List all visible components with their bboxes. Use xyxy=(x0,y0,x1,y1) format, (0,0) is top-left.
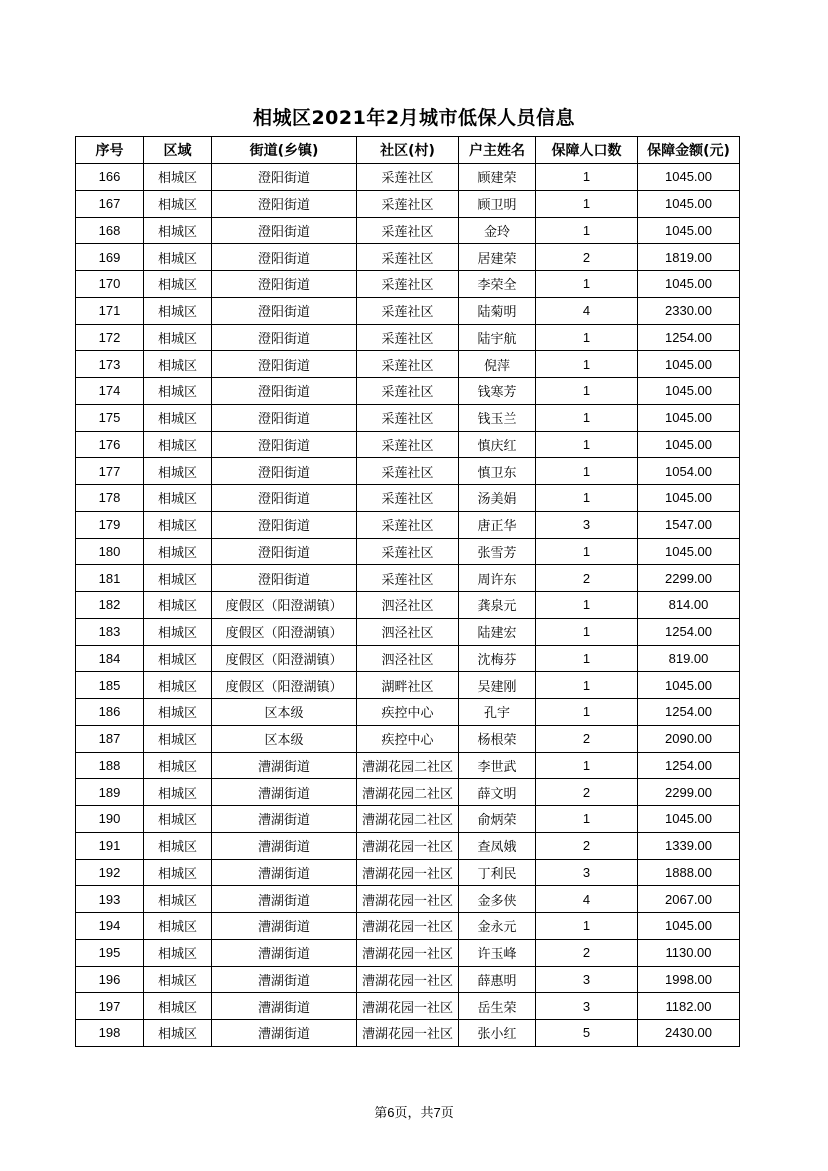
cell-amount: 2299.00 xyxy=(638,779,740,806)
table-row xyxy=(76,431,740,458)
table-row xyxy=(76,458,740,485)
cell-index: 196 xyxy=(76,966,144,993)
cell-index: 191 xyxy=(76,832,144,859)
cell-amount: 814.00 xyxy=(638,592,740,619)
cell-amount: 1254.00 xyxy=(638,699,740,726)
cell-householder: 顾卫明 xyxy=(459,190,536,217)
cell-district: 相城区 xyxy=(144,404,212,431)
cell-householder: 查凤娥 xyxy=(459,832,536,859)
page-title: 相城区2021年2月城市低保人员信息 xyxy=(252,107,576,129)
table-row xyxy=(76,271,740,298)
header-street: 街道(乡镇) xyxy=(212,137,357,164)
cell-street: 澄阳街道 xyxy=(212,271,357,298)
cell-amount: 1054.00 xyxy=(638,458,740,485)
cell-index: 198 xyxy=(76,1020,144,1047)
cell-street: 澄阳街道 xyxy=(212,511,357,538)
cell-population: 1 xyxy=(536,806,638,833)
cell-index: 181 xyxy=(76,565,144,592)
cell-district: 相城区 xyxy=(144,939,212,966)
cell-householder: 岳生荣 xyxy=(459,993,536,1020)
cell-householder: 陆宇航 xyxy=(459,324,536,351)
cell-amount: 2430.00 xyxy=(638,1020,740,1047)
table-row xyxy=(76,886,740,913)
table-row xyxy=(76,913,740,940)
cell-amount: 1339.00 xyxy=(638,832,740,859)
cell-amount: 1045.00 xyxy=(638,806,740,833)
cell-householder: 薛惠明 xyxy=(459,966,536,993)
cell-district: 相城区 xyxy=(144,699,212,726)
cell-district: 相城区 xyxy=(144,993,212,1020)
cell-street: 漕湖街道 xyxy=(212,993,357,1020)
table-header-row xyxy=(76,137,740,164)
cell-amount: 1045.00 xyxy=(638,378,740,405)
table-row xyxy=(76,217,740,244)
cell-amount: 1045.00 xyxy=(638,672,740,699)
cell-community: 漕湖花园二社区 xyxy=(357,752,459,779)
cell-index: 173 xyxy=(76,351,144,378)
cell-population: 1 xyxy=(536,164,638,191)
cell-index: 177 xyxy=(76,458,144,485)
cell-population: 1 xyxy=(536,190,638,217)
table-row xyxy=(76,164,740,191)
cell-population: 2 xyxy=(536,725,638,752)
cell-index: 179 xyxy=(76,511,144,538)
cell-population: 1 xyxy=(536,592,638,619)
cell-community: 漕湖花园一社区 xyxy=(357,886,459,913)
cell-street: 澄阳街道 xyxy=(212,458,357,485)
cell-index: 188 xyxy=(76,752,144,779)
cell-district: 相城区 xyxy=(144,485,212,512)
table-row xyxy=(76,645,740,672)
cell-index: 194 xyxy=(76,913,144,940)
cell-amount: 1998.00 xyxy=(638,966,740,993)
cell-street: 区本级 xyxy=(212,699,357,726)
header-population: 保障人口数 xyxy=(536,137,638,164)
cell-householder: 孔宇 xyxy=(459,699,536,726)
cell-index: 187 xyxy=(76,725,144,752)
cell-community: 采莲社区 xyxy=(357,190,459,217)
cell-community: 湖畔社区 xyxy=(357,672,459,699)
cell-community: 采莲社区 xyxy=(357,485,459,512)
cell-amount: 819.00 xyxy=(638,645,740,672)
cell-district: 相城区 xyxy=(144,1020,212,1047)
cell-street: 度假区（阳澄湖镇） xyxy=(212,592,357,619)
cell-district: 相城区 xyxy=(144,217,212,244)
cell-householder: 钱玉兰 xyxy=(459,404,536,431)
cell-householder: 倪萍 xyxy=(459,351,536,378)
cell-householder: 金永元 xyxy=(459,913,536,940)
cell-amount: 2090.00 xyxy=(638,725,740,752)
cell-district: 相城区 xyxy=(144,886,212,913)
table-row xyxy=(76,538,740,565)
cell-population: 3 xyxy=(536,966,638,993)
cell-index: 174 xyxy=(76,378,144,405)
cell-street: 漕湖街道 xyxy=(212,1020,357,1047)
cell-district: 相城区 xyxy=(144,592,212,619)
cell-amount: 1888.00 xyxy=(638,859,740,886)
cell-householder: 顾建荣 xyxy=(459,164,536,191)
cell-street: 漕湖街道 xyxy=(212,886,357,913)
cell-district: 相城区 xyxy=(144,565,212,592)
table-row xyxy=(76,297,740,324)
footer-prefix: 第 xyxy=(374,1106,388,1121)
cell-street: 澄阳街道 xyxy=(212,190,357,217)
table-row xyxy=(76,672,740,699)
cell-community: 采莲社区 xyxy=(357,324,459,351)
cell-index: 189 xyxy=(76,779,144,806)
cell-district: 相城区 xyxy=(144,458,212,485)
cell-street: 漕湖街道 xyxy=(212,779,357,806)
cell-amount: 1045.00 xyxy=(638,217,740,244)
table-row xyxy=(76,939,740,966)
header-amount: 保障金额(元) xyxy=(638,137,740,164)
cell-amount: 1254.00 xyxy=(638,324,740,351)
cell-index: 171 xyxy=(76,297,144,324)
cell-community: 漕湖花园二社区 xyxy=(357,779,459,806)
cell-district: 相城区 xyxy=(144,832,212,859)
cell-index: 176 xyxy=(76,431,144,458)
cell-district: 相城区 xyxy=(144,244,212,271)
cell-district: 相城区 xyxy=(144,271,212,298)
cell-population: 1 xyxy=(536,699,638,726)
cell-index: 169 xyxy=(76,244,144,271)
cell-population: 1 xyxy=(536,538,638,565)
cell-district: 相城区 xyxy=(144,806,212,833)
cell-population: 2 xyxy=(536,939,638,966)
cell-community: 采莲社区 xyxy=(357,404,459,431)
cell-amount: 1819.00 xyxy=(638,244,740,271)
cell-index: 168 xyxy=(76,217,144,244)
cell-index: 190 xyxy=(76,806,144,833)
cell-index: 184 xyxy=(76,645,144,672)
cell-population: 1 xyxy=(536,645,638,672)
cell-street: 漕湖街道 xyxy=(212,913,357,940)
table-row xyxy=(76,966,740,993)
cell-householder: 张小红 xyxy=(459,1020,536,1047)
cell-community: 漕湖花园一社区 xyxy=(357,913,459,940)
cell-population: 1 xyxy=(536,404,638,431)
footer-middle: 页，共 xyxy=(394,1106,434,1121)
cell-district: 相城区 xyxy=(144,351,212,378)
cell-population: 3 xyxy=(536,859,638,886)
cell-householder: 龚泉元 xyxy=(459,592,536,619)
cell-index: 193 xyxy=(76,886,144,913)
cell-index: 175 xyxy=(76,404,144,431)
cell-population: 1 xyxy=(536,431,638,458)
cell-street: 澄阳街道 xyxy=(212,538,357,565)
cell-amount: 1254.00 xyxy=(638,752,740,779)
cell-street: 澄阳街道 xyxy=(212,378,357,405)
cell-amount: 1045.00 xyxy=(638,164,740,191)
cell-community: 漕湖花园一社区 xyxy=(357,966,459,993)
cell-householder: 周许东 xyxy=(459,565,536,592)
cell-community: 漕湖花园二社区 xyxy=(357,806,459,833)
cell-community: 采莲社区 xyxy=(357,458,459,485)
cell-householder: 金玲 xyxy=(459,217,536,244)
cell-community: 漕湖花园一社区 xyxy=(357,993,459,1020)
cell-district: 相城区 xyxy=(144,859,212,886)
cell-amount: 1182.00 xyxy=(638,993,740,1020)
cell-district: 相城区 xyxy=(144,752,212,779)
cell-street: 澄阳街道 xyxy=(212,404,357,431)
cell-population: 1 xyxy=(536,485,638,512)
cell-index: 180 xyxy=(76,538,144,565)
cell-amount: 1045.00 xyxy=(638,431,740,458)
table-row xyxy=(76,725,740,752)
cell-community: 漕湖花园一社区 xyxy=(357,859,459,886)
cell-street: 度假区（阳澄湖镇） xyxy=(212,618,357,645)
cell-district: 相城区 xyxy=(144,672,212,699)
cell-amount: 1045.00 xyxy=(638,538,740,565)
cell-population: 1 xyxy=(536,324,638,351)
cell-index: 185 xyxy=(76,672,144,699)
cell-householder: 李荣全 xyxy=(459,271,536,298)
cell-index: 197 xyxy=(76,993,144,1020)
cell-householder: 吴建刚 xyxy=(459,672,536,699)
cell-householder: 慎庆红 xyxy=(459,431,536,458)
cell-population: 4 xyxy=(536,886,638,913)
table-row xyxy=(76,592,740,619)
cell-householder: 薛文明 xyxy=(459,779,536,806)
cell-householder: 杨根荣 xyxy=(459,725,536,752)
cell-street: 区本级 xyxy=(212,725,357,752)
cell-community: 泗泾社区 xyxy=(357,645,459,672)
cell-street: 澄阳街道 xyxy=(212,431,357,458)
cell-district: 相城区 xyxy=(144,725,212,752)
cell-amount: 2067.00 xyxy=(638,886,740,913)
cell-population: 1 xyxy=(536,351,638,378)
cell-amount: 1045.00 xyxy=(638,190,740,217)
table-row xyxy=(76,324,740,351)
cell-householder: 钱寒芳 xyxy=(459,378,536,405)
cell-community: 采莲社区 xyxy=(357,217,459,244)
table-row xyxy=(76,511,740,538)
cell-community: 泗泾社区 xyxy=(357,592,459,619)
cell-amount: 1045.00 xyxy=(638,485,740,512)
table-body xyxy=(76,164,740,1047)
cell-street: 澄阳街道 xyxy=(212,217,357,244)
table-row xyxy=(76,859,740,886)
cell-community: 漕湖花园一社区 xyxy=(357,939,459,966)
cell-population: 1 xyxy=(536,752,638,779)
cell-index: 172 xyxy=(76,324,144,351)
cell-amount: 1045.00 xyxy=(638,271,740,298)
cell-householder: 李世武 xyxy=(459,752,536,779)
cell-householder: 张雪芳 xyxy=(459,538,536,565)
cell-population: 1 xyxy=(536,217,638,244)
cell-street: 度假区（阳澄湖镇） xyxy=(212,672,357,699)
cell-population: 1 xyxy=(536,618,638,645)
cell-community: 采莲社区 xyxy=(357,244,459,271)
table-row xyxy=(76,404,740,431)
cell-district: 相城区 xyxy=(144,966,212,993)
cell-amount: 1045.00 xyxy=(638,404,740,431)
table-row xyxy=(76,993,740,1020)
cell-district: 相城区 xyxy=(144,190,212,217)
cell-index: 192 xyxy=(76,859,144,886)
footer-page-number: 6 xyxy=(387,1105,395,1120)
cell-amount: 2330.00 xyxy=(638,297,740,324)
cell-index: 166 xyxy=(76,164,144,191)
cell-district: 相城区 xyxy=(144,431,212,458)
cell-householder: 许玉峰 xyxy=(459,939,536,966)
cell-street: 漕湖街道 xyxy=(212,859,357,886)
table-row xyxy=(76,752,740,779)
table-row xyxy=(76,806,740,833)
cell-district: 相城区 xyxy=(144,779,212,806)
cell-population: 1 xyxy=(536,271,638,298)
cell-community: 采莲社区 xyxy=(357,271,459,298)
cell-householder: 慎卫东 xyxy=(459,458,536,485)
cell-district: 相城区 xyxy=(144,378,212,405)
cell-population: 3 xyxy=(536,511,638,538)
cell-index: 186 xyxy=(76,699,144,726)
table-row xyxy=(76,190,740,217)
cell-street: 漕湖街道 xyxy=(212,752,357,779)
cell-community: 采莲社区 xyxy=(357,164,459,191)
cell-householder: 汤美娟 xyxy=(459,485,536,512)
cell-street: 漕湖街道 xyxy=(212,939,357,966)
cell-householder: 俞炳荣 xyxy=(459,806,536,833)
cell-street: 澄阳街道 xyxy=(212,164,357,191)
footer-suffix: 页 xyxy=(440,1106,454,1121)
cell-householder: 沈梅芬 xyxy=(459,645,536,672)
cell-population: 1 xyxy=(536,458,638,485)
cell-district: 相城区 xyxy=(144,324,212,351)
cell-population: 1 xyxy=(536,913,638,940)
cell-community: 采莲社区 xyxy=(357,378,459,405)
cell-community: 漕湖花园一社区 xyxy=(357,832,459,859)
table-row xyxy=(76,351,740,378)
header-index: 序号 xyxy=(76,137,144,164)
table-row xyxy=(76,618,740,645)
cell-householder: 丁利民 xyxy=(459,859,536,886)
cell-street: 澄阳街道 xyxy=(212,485,357,512)
cell-population: 2 xyxy=(536,565,638,592)
cell-population: 2 xyxy=(536,779,638,806)
cell-street: 度假区（阳澄湖镇） xyxy=(212,645,357,672)
cell-community: 采莲社区 xyxy=(357,565,459,592)
cell-population: 1 xyxy=(536,378,638,405)
cell-district: 相城区 xyxy=(144,511,212,538)
page-footer xyxy=(0,1102,828,1121)
cell-district: 相城区 xyxy=(144,538,212,565)
table-row xyxy=(76,1020,740,1047)
header-community: 社区(村) xyxy=(357,137,459,164)
cell-community: 采莲社区 xyxy=(357,431,459,458)
table-row xyxy=(76,244,740,271)
cell-householder: 陆菊明 xyxy=(459,297,536,324)
cell-population: 2 xyxy=(536,832,638,859)
table-row xyxy=(76,378,740,405)
cell-index: 167 xyxy=(76,190,144,217)
cell-street: 漕湖街道 xyxy=(212,966,357,993)
cell-district: 相城区 xyxy=(144,645,212,672)
cell-householder: 金多侠 xyxy=(459,886,536,913)
table-row xyxy=(76,699,740,726)
cell-amount: 1045.00 xyxy=(638,351,740,378)
cell-population: 1 xyxy=(536,672,638,699)
data-table xyxy=(75,136,740,1047)
cell-householder: 居建荣 xyxy=(459,244,536,271)
cell-district: 相城区 xyxy=(144,913,212,940)
header-district: 区域 xyxy=(144,137,212,164)
cell-amount: 1130.00 xyxy=(638,939,740,966)
cell-community: 泗泾社区 xyxy=(357,618,459,645)
cell-population: 5 xyxy=(536,1020,638,1047)
cell-community: 采莲社区 xyxy=(357,351,459,378)
cell-index: 182 xyxy=(76,592,144,619)
cell-street: 漕湖街道 xyxy=(212,832,357,859)
cell-street: 澄阳街道 xyxy=(212,324,357,351)
cell-community: 采莲社区 xyxy=(357,511,459,538)
footer-total-pages: 7 xyxy=(433,1105,441,1120)
cell-index: 183 xyxy=(76,618,144,645)
cell-amount: 1547.00 xyxy=(638,511,740,538)
table-row xyxy=(76,565,740,592)
cell-street: 澄阳街道 xyxy=(212,297,357,324)
cell-street: 澄阳街道 xyxy=(212,565,357,592)
cell-community: 疾控中心 xyxy=(357,699,459,726)
cell-amount: 2299.00 xyxy=(638,565,740,592)
cell-street: 澄阳街道 xyxy=(212,244,357,271)
cell-district: 相城区 xyxy=(144,164,212,191)
cell-community: 采莲社区 xyxy=(357,297,459,324)
cell-community: 采莲社区 xyxy=(357,538,459,565)
cell-community: 漕湖花园一社区 xyxy=(357,1020,459,1047)
table-row xyxy=(76,832,740,859)
cell-district: 相城区 xyxy=(144,618,212,645)
cell-index: 195 xyxy=(76,939,144,966)
cell-amount: 1254.00 xyxy=(638,618,740,645)
table-row xyxy=(76,485,740,512)
cell-population: 3 xyxy=(536,993,638,1020)
cell-street: 漕湖街道 xyxy=(212,806,357,833)
cell-district: 相城区 xyxy=(144,297,212,324)
cell-amount: 1045.00 xyxy=(638,913,740,940)
table-row xyxy=(76,779,740,806)
cell-index: 170 xyxy=(76,271,144,298)
cell-street: 澄阳街道 xyxy=(212,351,357,378)
cell-population: 2 xyxy=(536,244,638,271)
cell-population: 4 xyxy=(536,297,638,324)
header-householder: 户主姓名 xyxy=(459,137,536,164)
cell-index: 178 xyxy=(76,485,144,512)
cell-community: 疾控中心 xyxy=(357,725,459,752)
cell-householder: 唐正华 xyxy=(459,511,536,538)
cell-householder: 陆建宏 xyxy=(459,618,536,645)
